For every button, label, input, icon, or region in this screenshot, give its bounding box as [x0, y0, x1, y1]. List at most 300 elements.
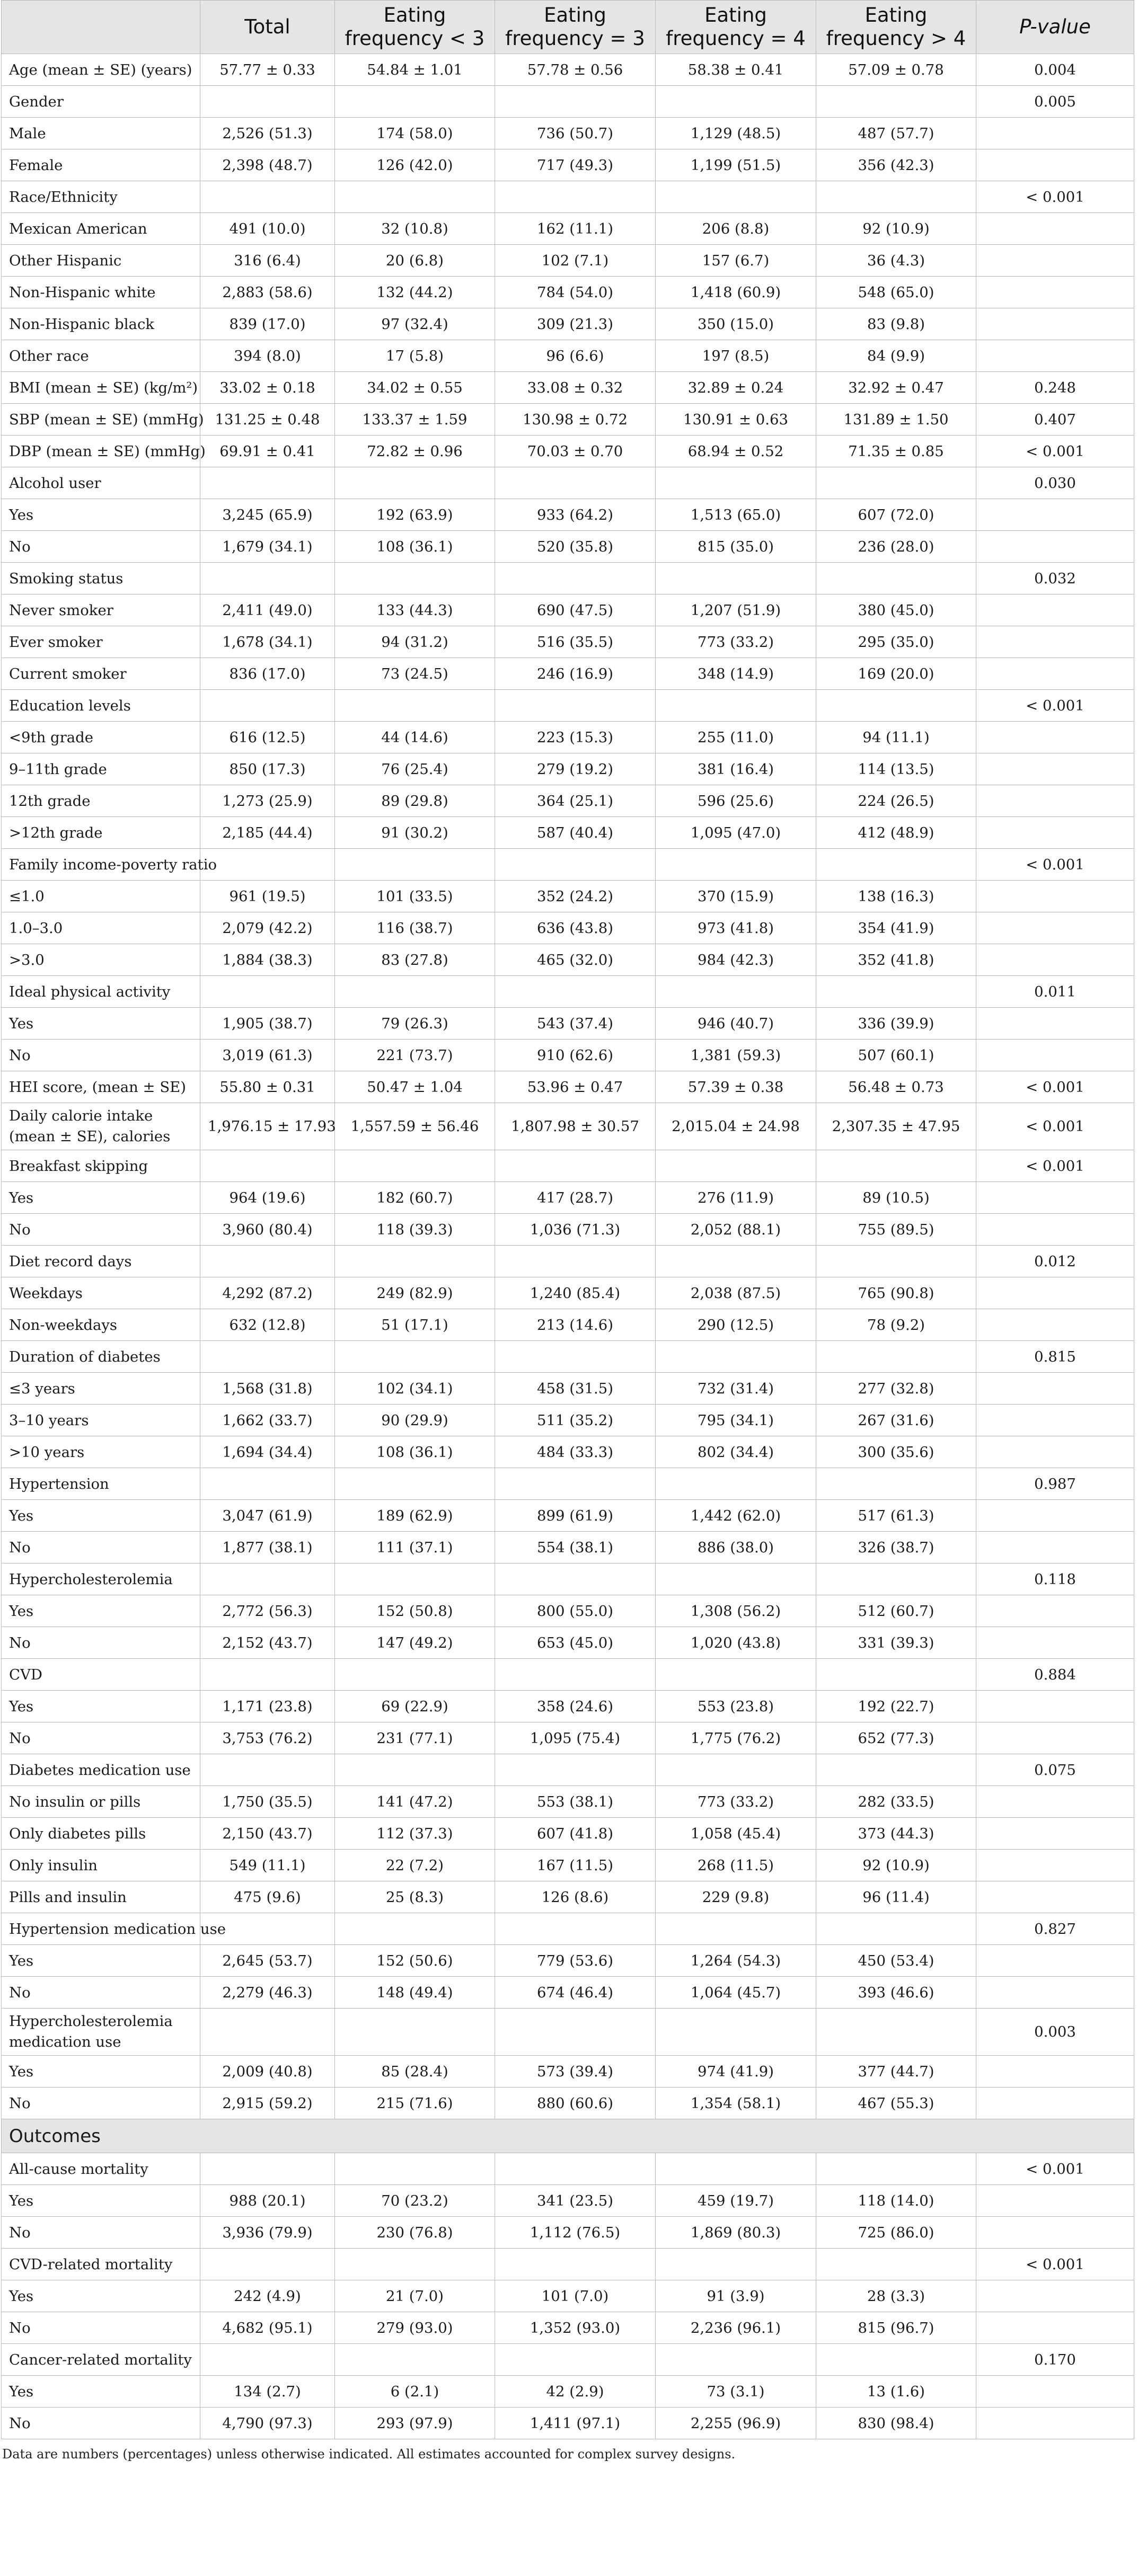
- row-label: No: [2, 1214, 200, 1246]
- p-value-cell: [976, 1532, 1134, 1564]
- table-row: [2, 1246, 1134, 1277]
- table-cell-f4: 652 (77.3): [816, 1722, 976, 1754]
- p-value-cell: [976, 2056, 1134, 2088]
- table-cell-f4: [816, 1754, 976, 1786]
- table-cell-f3: 1,064 (45.7): [656, 1977, 816, 2009]
- table-cell-f2: 101 (7.0): [495, 2280, 656, 2312]
- table-cell-f1: 148 (49.4): [335, 1977, 495, 2009]
- table-row: [2, 626, 1134, 658]
- table-row: [2, 467, 1134, 499]
- table-cell-f4: 83 (9.8): [816, 308, 976, 340]
- row-label: Gender: [2, 86, 200, 118]
- table-cell-f4: 755 (89.5): [816, 1214, 976, 1246]
- header-empty: [2, 1, 200, 54]
- table-cell-total: [200, 1659, 335, 1691]
- table-cell-f4: 277 (32.8): [816, 1373, 976, 1405]
- table-row: [2, 1786, 1134, 1818]
- table-cell-f3: [656, 86, 816, 118]
- row-label: HEI score, (mean ± SE): [2, 1071, 200, 1103]
- row-label: <9th grade: [2, 722, 200, 753]
- table-cell-f1: 279 (93.0): [335, 2312, 495, 2344]
- table-cell-f1: 293 (97.9): [335, 2408, 495, 2439]
- row-label: Only insulin: [2, 1850, 200, 1881]
- table-cell-total: 1,976.15 ± 17.93: [200, 1103, 335, 1150]
- row-label: Other Hispanic: [2, 245, 200, 277]
- table-cell-f3: 32.89 ± 0.24: [656, 372, 816, 404]
- table-cell-f4: 89 (10.5): [816, 1182, 976, 1214]
- table-cell-f2: 520 (35.8): [495, 531, 656, 563]
- table-cell-f2: [495, 2009, 656, 2056]
- row-label: Yes: [2, 1182, 200, 1214]
- table-cell-f3: [656, 1341, 816, 1373]
- table-cell-f2: 779 (53.6): [495, 1945, 656, 1977]
- table-cell-f4: [816, 1659, 976, 1691]
- table-cell-total: 2,079 (42.2): [200, 912, 335, 944]
- table-cell-f3: 553 (23.8): [656, 1691, 816, 1722]
- table-cell-total: 55.80 ± 0.31: [200, 1071, 335, 1103]
- table-cell-total: [200, 1564, 335, 1595]
- table-cell-f1: 174 (58.0): [335, 118, 495, 149]
- table-cell-f3: 1,129 (48.5): [656, 118, 816, 149]
- table-cell-f1: 249 (82.9): [335, 1277, 495, 1309]
- table-cell-f3: 157 (6.7): [656, 245, 816, 277]
- table-cell-f4: [816, 1246, 976, 1277]
- table-cell-f2: 465 (32.0): [495, 944, 656, 976]
- table-cell-f3: 381 (16.4): [656, 753, 816, 785]
- table-cell-f2: [495, 1564, 656, 1595]
- table-cell-f2: 279 (19.2): [495, 753, 656, 785]
- p-value-cell: [976, 1436, 1134, 1468]
- p-value-cell: [976, 2088, 1134, 2119]
- row-label: Daily calorie intake (mean ± SE), calories: [2, 1103, 200, 1150]
- table-cell-f2: 1,095 (75.4): [495, 1722, 656, 1754]
- table-cell-total: 839 (17.0): [200, 308, 335, 340]
- table-cell-f1: [335, 563, 495, 594]
- p-value-cell: [976, 2408, 1134, 2439]
- table-cell-f1: 152 (50.6): [335, 1945, 495, 1977]
- table-row: [2, 1945, 1134, 1977]
- table-cell-f4: 71.35 ± 0.85: [816, 436, 976, 467]
- table-cell-total: 69.91 ± 0.41: [200, 436, 335, 467]
- table-row: [2, 2344, 1134, 2376]
- p-value-cell: [976, 1309, 1134, 1341]
- table-cell-f4: [816, 1468, 976, 1500]
- table-cell-f4: 450 (53.4): [816, 1945, 976, 1977]
- table-cell-total: 4,292 (87.2): [200, 1277, 335, 1309]
- table-cell-f2: 458 (31.5): [495, 1373, 656, 1405]
- table-cell-f3: 1,020 (43.8): [656, 1627, 816, 1659]
- table-cell-f1: 182 (60.7): [335, 1182, 495, 1214]
- table-cell-f2: [495, 1468, 656, 1500]
- table-cell-f4: [816, 467, 976, 499]
- table-cell-total: 2,645 (53.7): [200, 1945, 335, 1977]
- row-label: Pills and insulin: [2, 1881, 200, 1913]
- table-cell-f3: 255 (11.0): [656, 722, 816, 753]
- table-cell-f2: 736 (50.7): [495, 118, 656, 149]
- table-cell-f3: 290 (12.5): [656, 1309, 816, 1341]
- table-cell-f4: 765 (90.8): [816, 1277, 976, 1309]
- table-cell-f4: 354 (41.9): [816, 912, 976, 944]
- row-label: Non-Hispanic black: [2, 308, 200, 340]
- table-cell-f2: 70.03 ± 0.70: [495, 436, 656, 467]
- table-cell-f1: [335, 690, 495, 722]
- table-cell-f3: 130.91 ± 0.63: [656, 404, 816, 436]
- p-value-cell: [976, 944, 1134, 976]
- table-cell-f4: 380 (45.0): [816, 594, 976, 626]
- section-header-row: [2, 2119, 1134, 2153]
- table-cell-total: [200, 2153, 335, 2185]
- table-row: [2, 1627, 1134, 1659]
- table-cell-f2: 607 (41.8): [495, 1818, 656, 1850]
- p-value-cell: 0.170: [976, 2344, 1134, 2376]
- p-value-cell: < 0.001: [976, 849, 1134, 881]
- table-cell-f4: 356 (42.3): [816, 149, 976, 181]
- table-cell-f1: [335, 1246, 495, 1277]
- table-cell-f1: 50.47 ± 1.04: [335, 1071, 495, 1103]
- row-label: No: [2, 1627, 200, 1659]
- table-row: [2, 149, 1134, 181]
- header-eating-frequency-eq3: Eating frequency = 3: [495, 1, 656, 54]
- table-cell-total: 4,790 (97.3): [200, 2408, 335, 2439]
- table-cell-f1: [335, 1564, 495, 1595]
- row-label: Mexican American: [2, 213, 200, 245]
- row-label: Yes: [2, 2056, 200, 2088]
- table-cell-f3: 974 (41.9): [656, 2056, 816, 2088]
- table-cell-total: 134 (2.7): [200, 2376, 335, 2408]
- p-value-cell: [976, 1373, 1134, 1405]
- row-label: 12th grade: [2, 785, 200, 817]
- table-cell-total: 1,662 (33.7): [200, 1405, 335, 1436]
- table-cell-f3: [656, 1564, 816, 1595]
- table-row: [2, 1722, 1134, 1754]
- table-cell-f3: 886 (38.0): [656, 1532, 816, 1564]
- table-cell-f3: 1,308 (56.2): [656, 1595, 816, 1627]
- p-value-cell: [976, 1182, 1134, 1214]
- table-cell-f1: 70 (23.2): [335, 2185, 495, 2217]
- table-cell-total: [200, 1341, 335, 1373]
- table-cell-f1: 6 (2.1): [335, 2376, 495, 2408]
- row-label: Female: [2, 149, 200, 181]
- table-cell-f3: 815 (35.0): [656, 531, 816, 563]
- table-cell-total: 2,398 (48.7): [200, 149, 335, 181]
- p-value-cell: < 0.001: [976, 436, 1134, 467]
- table-cell-f3: 229 (9.8): [656, 1881, 816, 1913]
- table-cell-f2: [495, 690, 656, 722]
- p-value-cell: < 0.001: [976, 690, 1134, 722]
- table-cell-f3: 795 (34.1): [656, 1405, 816, 1436]
- table-row: [2, 2185, 1134, 2217]
- p-value-cell: [976, 1818, 1134, 1850]
- header-eating-frequency-gt4: Eating frequency > 4: [816, 1, 976, 54]
- table-row: [2, 1500, 1134, 1532]
- table-row: [2, 1071, 1134, 1103]
- table-cell-total: 632 (12.8): [200, 1309, 335, 1341]
- table-cell-f3: 73 (3.1): [656, 2376, 816, 2408]
- row-label: ≤3 years: [2, 1373, 200, 1405]
- row-label: 3–10 years: [2, 1405, 200, 1436]
- row-label: Family income-poverty ratio: [2, 849, 200, 881]
- row-label: Hypercholesterolemia medication use: [2, 2009, 200, 2056]
- table-row: [2, 594, 1134, 626]
- table-row: [2, 1977, 1134, 2009]
- table-cell-f1: [335, 976, 495, 1008]
- table-cell-f2: 33.08 ± 0.32: [495, 372, 656, 404]
- table-cell-f2: [495, 2344, 656, 2376]
- row-label: 9–11th grade: [2, 753, 200, 785]
- table-row: [2, 1182, 1134, 1214]
- p-value-cell: [976, 626, 1134, 658]
- table-cell-total: [200, 1150, 335, 1182]
- p-value-cell: 0.011: [976, 976, 1134, 1008]
- table-cell-total: 3,960 (80.4): [200, 1214, 335, 1246]
- table-cell-f2: 213 (14.6): [495, 1309, 656, 1341]
- table-row: [2, 2312, 1134, 2344]
- table-cell-total: 3,047 (61.9): [200, 1500, 335, 1532]
- p-value-cell: [976, 531, 1134, 563]
- table-row: [2, 1008, 1134, 1040]
- table-row: [2, 213, 1134, 245]
- table-cell-f4: 295 (35.0): [816, 626, 976, 658]
- table-cell-total: [200, 2009, 335, 2056]
- table-cell-f4: 78 (9.2): [816, 1309, 976, 1341]
- row-label: Non-weekdays: [2, 1309, 200, 1341]
- table-cell-f1: [335, 2009, 495, 2056]
- table-cell-f1: [335, 86, 495, 118]
- table-cell-total: [200, 1246, 335, 1277]
- p-value-cell: 0.815: [976, 1341, 1134, 1373]
- table-cell-f2: [495, 563, 656, 594]
- p-value-cell: [976, 149, 1134, 181]
- table-cell-total: 1,678 (34.1): [200, 626, 335, 658]
- table-cell-f2: [495, 1246, 656, 1277]
- header-p-value-text: P-value: [1019, 15, 1091, 38]
- table-cell-f3: 1,058 (45.4): [656, 1818, 816, 1850]
- p-value-cell: 0.075: [976, 1754, 1134, 1786]
- table-cell-f3: 773 (33.2): [656, 1786, 816, 1818]
- table-cell-f2: 309 (21.3): [495, 308, 656, 340]
- table-cell-f2: 1,807.98 ± 30.57: [495, 1103, 656, 1150]
- p-value-cell: 0.407: [976, 404, 1134, 436]
- table-cell-f1: 89 (29.8): [335, 785, 495, 817]
- p-value-cell: [976, 1881, 1134, 1913]
- row-label: Current smoker: [2, 658, 200, 690]
- table-cell-total: [200, 849, 335, 881]
- table-row: [2, 944, 1134, 976]
- table-cell-f1: 192 (63.9): [335, 499, 495, 531]
- table-cell-total: [200, 86, 335, 118]
- table-cell-f3: 1,207 (51.9): [656, 594, 816, 626]
- row-label: Age (mean ± SE) (years): [2, 54, 200, 86]
- table-cell-f4: 326 (38.7): [816, 1532, 976, 1564]
- table-cell-total: 3,753 (76.2): [200, 1722, 335, 1754]
- p-value-cell: 0.004: [976, 54, 1134, 86]
- row-label: No: [2, 1532, 200, 1564]
- table-cell-f1: 72.82 ± 0.96: [335, 436, 495, 467]
- row-label: BMI (mean ± SE) (kg/m²): [2, 372, 200, 404]
- table-row: [2, 436, 1134, 467]
- table-cell-f2: 167 (11.5): [495, 1850, 656, 1881]
- table-cell-f2: 933 (64.2): [495, 499, 656, 531]
- table-cell-f1: 69 (22.9): [335, 1691, 495, 1722]
- table-cell-f2: [495, 1341, 656, 1373]
- table-row: [2, 340, 1134, 372]
- table-cell-f1: 22 (7.2): [335, 1850, 495, 1881]
- table-cell-total: 964 (19.6): [200, 1182, 335, 1214]
- p-value-cell: 0.884: [976, 1659, 1134, 1691]
- table-cell-f4: [816, 2153, 976, 2185]
- baseline-characteristics-table: [1, 0, 1134, 2439]
- table-row: [2, 1040, 1134, 1071]
- table-cell-total: 850 (17.3): [200, 753, 335, 785]
- p-value-cell: [976, 2185, 1134, 2217]
- table-cell-f2: [495, 2249, 656, 2280]
- table-row: [2, 2249, 1134, 2280]
- p-value-cell: < 0.001: [976, 2153, 1134, 2185]
- row-label: Yes: [2, 1595, 200, 1627]
- table-cell-f4: 138 (16.3): [816, 881, 976, 912]
- table-cell-f1: 44 (14.6): [335, 722, 495, 753]
- p-value-cell: [976, 1595, 1134, 1627]
- table-cell-total: [200, 976, 335, 1008]
- table-cell-f2: 223 (15.3): [495, 722, 656, 753]
- row-label: Yes: [2, 1500, 200, 1532]
- table-cell-total: [200, 690, 335, 722]
- p-value-cell: [976, 1214, 1134, 1246]
- table-cell-f1: [335, 1913, 495, 1945]
- table-cell-f2: [495, 181, 656, 213]
- table-cell-f3: 596 (25.6): [656, 785, 816, 817]
- table-cell-f4: 192 (22.7): [816, 1691, 976, 1722]
- table-cell-f3: [656, 1246, 816, 1277]
- p-value-cell: [976, 1040, 1134, 1071]
- table-row: [2, 817, 1134, 849]
- table-cell-f2: 246 (16.9): [495, 658, 656, 690]
- table-row: [2, 1818, 1134, 1850]
- table-cell-total: 2,526 (51.3): [200, 118, 335, 149]
- p-value-cell: [976, 817, 1134, 849]
- table-cell-f2: 690 (47.5): [495, 594, 656, 626]
- table-cell-f4: 84 (9.9): [816, 340, 976, 372]
- table-cell-f1: [335, 467, 495, 499]
- table-row: [2, 181, 1134, 213]
- table-cell-total: 131.25 ± 0.48: [200, 404, 335, 436]
- row-label: Weekdays: [2, 1277, 200, 1309]
- table-cell-f1: 25 (8.3): [335, 1881, 495, 1913]
- table-cell-total: 2,009 (40.8): [200, 2056, 335, 2088]
- table-cell-total: [200, 2344, 335, 2376]
- table-cell-f3: 732 (31.4): [656, 1373, 816, 1405]
- table-cell-total: 394 (8.0): [200, 340, 335, 372]
- table-cell-f3: 2,038 (87.5): [656, 1277, 816, 1309]
- table-cell-total: 549 (11.1): [200, 1850, 335, 1881]
- table-cell-f1: [335, 1659, 495, 1691]
- table-row: [2, 658, 1134, 690]
- p-value-cell: [976, 912, 1134, 944]
- table-header: [2, 1, 1134, 54]
- row-label: Ever smoker: [2, 626, 200, 658]
- p-value-cell: [976, 2312, 1134, 2344]
- row-label: No: [2, 2217, 200, 2249]
- table-cell-f3: 276 (11.9): [656, 1182, 816, 1214]
- table-cell-f1: 85 (28.4): [335, 2056, 495, 2088]
- row-label: No: [2, 531, 200, 563]
- table-cell-f2: 102 (7.1): [495, 245, 656, 277]
- table-cell-f1: 97 (32.4): [335, 308, 495, 340]
- table-cell-f2: [495, 1150, 656, 1182]
- table-cell-f1: 32 (10.8): [335, 213, 495, 245]
- table-row: [2, 912, 1134, 944]
- table-cell-f2: 130.98 ± 0.72: [495, 404, 656, 436]
- table-cell-f2: 1,411 (97.1): [495, 2408, 656, 2439]
- table-cell-f3: [656, 2344, 816, 2376]
- table-cell-f4: [816, 849, 976, 881]
- table-cell-f1: 230 (76.8): [335, 2217, 495, 2249]
- table-cell-f3: 57.39 ± 0.38: [656, 1071, 816, 1103]
- table-row: [2, 1468, 1134, 1500]
- p-value-cell: [976, 1008, 1134, 1040]
- p-value-cell: [976, 785, 1134, 817]
- table-cell-f1: [335, 1150, 495, 1182]
- table-cell-f2: 53.96 ± 0.47: [495, 1071, 656, 1103]
- table-row: [2, 2280, 1134, 2312]
- table-cell-f2: 484 (33.3): [495, 1436, 656, 1468]
- p-value-cell: [976, 308, 1134, 340]
- table-cell-total: 2,152 (43.7): [200, 1627, 335, 1659]
- table-cell-f2: 800 (55.0): [495, 1595, 656, 1627]
- p-value-cell: [976, 881, 1134, 912]
- table-row: [2, 1850, 1134, 1881]
- table-cell-f1: 111 (37.1): [335, 1532, 495, 1564]
- table-cell-total: 1,884 (38.3): [200, 944, 335, 976]
- section-header-label: Outcomes: [2, 2119, 1134, 2153]
- table-cell-f3: [656, 2009, 816, 2056]
- table-cell-f1: 101 (33.5): [335, 881, 495, 912]
- table-cell-f1: 141 (47.2): [335, 1786, 495, 1818]
- table-cell-f3: 1,442 (62.0): [656, 1500, 816, 1532]
- row-label: Smoking status: [2, 563, 200, 594]
- p-value-cell: [976, 2280, 1134, 2312]
- table-cell-f1: 132 (44.2): [335, 277, 495, 308]
- table-cell-f1: 1,557.59 ± 56.46: [335, 1103, 495, 1150]
- table-cell-f1: 34.02 ± 0.55: [335, 372, 495, 404]
- table-cell-f2: 42 (2.9): [495, 2376, 656, 2408]
- table-cell-total: [200, 181, 335, 213]
- table-cell-f4: 118 (14.0): [816, 2185, 976, 2217]
- table-cell-f4: 236 (28.0): [816, 531, 976, 563]
- table-cell-f3: 984 (42.3): [656, 944, 816, 976]
- table-cell-total: 3,019 (61.3): [200, 1040, 335, 1071]
- table-cell-f2: 516 (35.5): [495, 626, 656, 658]
- table-cell-f3: 370 (15.9): [656, 881, 816, 912]
- table-row: [2, 1564, 1134, 1595]
- row-label: Hypertension medication use: [2, 1913, 200, 1945]
- table-cell-f4: 267 (31.6): [816, 1405, 976, 1436]
- table-cell-f1: 83 (27.8): [335, 944, 495, 976]
- table-cell-f4: [816, 690, 976, 722]
- table-cell-f3: 1,513 (65.0): [656, 499, 816, 531]
- table-row: [2, 1103, 1134, 1150]
- table-cell-f4: 487 (57.7): [816, 118, 976, 149]
- row-label: Yes: [2, 2185, 200, 2217]
- row-label: Cancer-related mortality: [2, 2344, 200, 2376]
- p-value-cell: [976, 1405, 1134, 1436]
- table-cell-f3: 1,199 (51.5): [656, 149, 816, 181]
- table-cell-f1: 152 (50.8): [335, 1595, 495, 1627]
- table-cell-f2: 126 (8.6): [495, 1881, 656, 1913]
- table-cell-f2: [495, 1754, 656, 1786]
- table-cell-total: 1,568 (31.8): [200, 1373, 335, 1405]
- table-cell-f1: [335, 1341, 495, 1373]
